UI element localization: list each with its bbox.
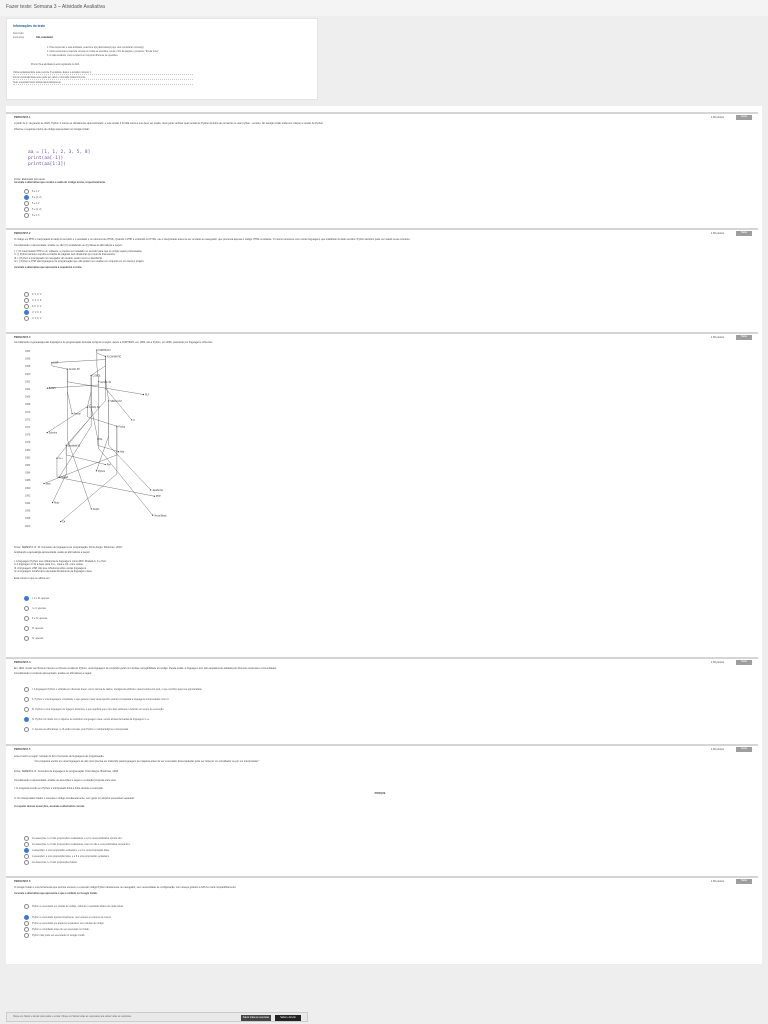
diagram-node: [96, 470, 97, 471]
figure-source: Fonte: SEBESTA, R. W. Conceitos de linguagens de programação. Porto Alegre: Bookman, 2018. Analisando a genealogia apresentada, avalie as afirmativas a seguir.: [14, 546, 123, 555]
answer-option[interactable]: V. Apenas as afirmativas I e III estão corretas, pois Python é multiparadigma e interpretada.: [24, 727, 129, 732]
saved-badge: Salva: [736, 231, 752, 236]
diagram-language-label: ALGOL 58: [68, 369, 80, 372]
submit-bar: [6, 1012, 308, 1022]
question-score: 1,66 pontos: [710, 661, 724, 664]
answer-option[interactable]: I, II e III, apenas.: [24, 596, 50, 601]
answer-option[interactable]: As asserções I e II são proposições verdadeiras, e a II é uma justificativa correta da I.: [24, 836, 123, 841]
radio-icon[interactable]: [24, 933, 29, 938]
answer-option[interactable]: Python é executado em arquivos separados, sem células de código.: [24, 921, 104, 926]
diagram-language-label: PHP: [155, 496, 161, 499]
attempts-field: Várias tentativas Este teste permite 3 tentativas. Esta é a tentativa número 1.: [13, 72, 193, 75]
answer-option[interactable]: IV. Python foi criado com o objetivo de substituir a linguagem Java, sendo ambas derivadas da linguagem C++.: [24, 717, 150, 722]
answer-option[interactable]: I e II, apenas.: [24, 606, 47, 611]
diagram-language-label: ML: [99, 439, 103, 441]
diagram-node: [72, 413, 73, 414]
question-text: Em 1991, Guido van Rossum lançou a primeira versão de Python, uma linguagem de propósito geral com ênfase na legibilidade do código. Desde então, a linguagem tem sido amplamente adotada por diversas empresas e comunidades. Considerando o contexto apresentado, analise as afirmativas a seguir.: [14, 667, 277, 676]
question-prompt: Fonte: Elaborado pelo autor. Assinale a alternativa que contém a saída do código acima, respectivamente.: [14, 178, 106, 185]
answer-option[interactable]: A asserção I é uma proposição falsa, e a II é uma proposição verdadeira.: [24, 854, 109, 859]
code-snippet: aa = [1, 1, 2, 3, 5, 8] print(aa[-1]) print(aa[1:3]): [28, 150, 91, 167]
diagram-year-label: 1976: [25, 433, 31, 437]
diagram-language-label: LISP: [53, 362, 59, 365]
diagram-link: [47, 375, 91, 432]
answer-option[interactable]: Python é executado em células de código, exibindo o resultado abaixo de cada célula.: [24, 904, 123, 909]
top-bar: [0, 0, 768, 16]
diagram-language-label: Haskell: [60, 477, 69, 480]
diagram-language-label: Java: [45, 483, 51, 486]
diagram-year-label: 1972: [25, 418, 31, 422]
language-genealogy-diagram: [24, 346, 179, 536]
diagram-node: [91, 508, 92, 509]
answer-option[interactable]: A asserção I é uma proposição verdadeira, e a II é uma proposição falsa.: [24, 848, 109, 853]
diagram-node: [87, 407, 88, 408]
saved-badge: Salva: [736, 747, 752, 752]
instr-bold: Olá, estudante!: [36, 36, 54, 39]
answer-option[interactable]: IV, apenas.: [24, 636, 44, 641]
radio-icon[interactable]: [24, 636, 29, 641]
diagram-node: [59, 477, 60, 478]
radio-icon[interactable]: [24, 904, 29, 909]
diagram-link: [105, 356, 108, 401]
diagram-link: [57, 458, 154, 496]
saved-badge: Salva: [736, 879, 752, 884]
diagram-year-label: 1986: [25, 471, 31, 475]
diagram-year-label: 1984: [25, 464, 31, 467]
diagram-year-label: 1970: [25, 410, 31, 414]
answer-option[interactable]: II e IV, apenas.: [24, 616, 48, 621]
radio-icon[interactable]: [24, 854, 29, 859]
diagram-node: [152, 515, 153, 516]
question-number: PERGUNTA 2: [14, 232, 31, 235]
radio-icon[interactable]: [24, 915, 29, 920]
diagram-language-label: Smalltalk 80: [67, 445, 81, 448]
answer-option[interactable]: II. Python é uma linguagem compilada, o que garante maior desempenho quando comparada a linguagens interpretadas como C.: [24, 697, 170, 702]
radio-icon[interactable]: [24, 316, 29, 321]
diagram-language-label: JavaScript: [152, 489, 163, 492]
info-title[interactable]: Informações do teste: [13, 24, 46, 28]
diagram-node: [67, 368, 68, 369]
diagram-link: [52, 445, 66, 502]
radio-icon[interactable]: [24, 606, 29, 611]
question-card: [6, 876, 758, 944]
answer-option[interactable]: 8 e [1, 2]: [24, 195, 41, 200]
answer-option[interactable]: 5 e [1, 2]: [24, 207, 41, 212]
radio-icon[interactable]: [24, 201, 29, 206]
diagram-node: [96, 349, 97, 350]
radio-icon[interactable]: [24, 717, 29, 722]
question-card: [6, 228, 758, 328]
answer-option[interactable]: I. A linguagem Python é utilizada em diversas áreas, como ciência de dados, inteligência artificial e desenvolvimento web, o que contribui para sua popularidade.: [24, 687, 202, 692]
diagram-node: [131, 419, 132, 420]
diagram-year-label: 1982: [25, 456, 31, 460]
radio-icon[interactable]: [24, 921, 29, 926]
diagram-year-label: 1964: [25, 388, 31, 391]
radio-icon[interactable]: [24, 298, 29, 303]
instr-row: Instruções Olá, estudante!: [13, 36, 54, 39]
saved-badge: Salva: [736, 115, 752, 120]
statements: I. A linguagem Python teve influência de linguagens como ABC, Modula-3, C e Perl. II. A linguagem C foi a base para C++, Java e C#, entre outras. III. A linguagem LISP não teve influência sobre outras linguagens. IV. A linguagem JavaScript é derivada diretamente da linguagem Java. Está correto o que se afirma em:: [14, 560, 107, 580]
radio-icon[interactable]: [24, 304, 29, 309]
radio-icon[interactable]: [24, 727, 29, 732]
diagram-link: [99, 382, 153, 516]
diagram-node: [143, 394, 144, 395]
question-text: O código em PHP é interpretado do lado do servidor e o resultado é um documento HTML. Quando o PHP é embutido no HTML, ele é interpretado antes de ser enviado ao navegador, que processa apenas o código HTML resultante. O mesmo acontece com outras linguagens que trabalham do lado servidor. Python também pode ser usado nesse contexto. Considerando o apresentado, analise se são (V) verdadeiras ou (F) falsas as afirmativas a seguir. I. ( ) O interpretador PHP é um software, e precisa ser instalado no servidor para que os scripts sejam processados. II. ( ) Python também suporta a criação de páginas web dinâmicas por meio de frameworks. III. ( ) Python é interpretado no navegador do usuário, assim como o JavaScript. IV. ( ) Python e PHP são linguagens de programação que não podem ser usadas em conjunto em um mesmo projeto. Assinale a alternativa que apresenta a sequência correta.: [14, 238, 411, 270]
diagram-link: [91, 356, 105, 378]
diagram-year-label: 1998: [25, 517, 31, 521]
radio-icon[interactable]: [24, 707, 29, 712]
save-all-button[interactable]: Salvar todas as respostas: [242, 1017, 270, 1019]
question-number: PERGUNTA 4: [14, 661, 31, 664]
answer-option[interactable]: III. Python é uma linguagem de tipagem dinâmica, o que significa que o tipo das variáveis é definido em tempo de execução.: [24, 707, 164, 712]
diagram-language-label: Visual Basic: [154, 515, 167, 518]
page-title: Fazer teste: Semana 3 – Atividade Avaliativa: [6, 4, 105, 10]
question-text: O Google Colab é uma ferramenta que permite escrever e executar código Python diretamente no navegador, sem necessidade de configuração, com acesso gratuito a GPUs e fácil compartilhamento. Assinale a alternativa que apresenta o que é exibido no Google Colab.: [14, 886, 237, 896]
diagram-link: [61, 426, 117, 521]
diagram-node: [66, 445, 67, 446]
diagram-language-label: PL/I: [144, 394, 150, 397]
diagram-link: [52, 356, 105, 362]
radio-icon[interactable]: [24, 687, 29, 692]
question-card: [6, 332, 758, 652]
diagram-node: [52, 502, 53, 503]
diagram-language-label: C#: [62, 521, 66, 524]
diagram-language-label: ALGOL 60: [100, 381, 112, 384]
diagram-year-label: 1980: [25, 448, 31, 452]
answer-option[interactable]: As asserções I e II são proposições verdadeiras, mas a II não é uma justificativa correta da I.: [24, 842, 130, 847]
instr-line: 1. Para responder a esta atividade, selecione a(s) alternativa(s) que você considerar correta(s);: [47, 47, 145, 49]
diagram-language-label: C: [133, 419, 135, 422]
diagram-node: [47, 388, 48, 389]
diagram-year-label: 1992: [25, 494, 31, 498]
diagram-year-label: 1996: [25, 509, 31, 513]
radio-icon[interactable]: [24, 189, 29, 194]
diagram-language-label: ALGOL 68: [88, 407, 100, 410]
diagram-language-label: Prolog: [118, 426, 126, 429]
diagram-link: [106, 401, 151, 490]
diagram-language-label: Perl: [106, 464, 111, 467]
diagram-year-label: 1974: [25, 426, 31, 429]
diagram-node: [116, 426, 117, 427]
radio-icon[interactable]: [24, 626, 29, 631]
diagram-language-label: C++: [58, 458, 63, 461]
question-number: PERGUNTA 6: [14, 880, 31, 883]
answer-option[interactable]: V, F, V, F.: [24, 298, 42, 303]
answer-option[interactable]: Python não pode ser executado no Google Colab.: [24, 933, 85, 938]
diagram-node: [150, 489, 151, 490]
question-card: [6, 112, 758, 224]
diagram-node: [105, 356, 106, 357]
radio-icon[interactable]: [24, 697, 29, 702]
diagram-node: [154, 496, 155, 497]
diagram-language-label: COBOL: [92, 375, 101, 378]
diagram-link: [105, 356, 131, 420]
diagram-link: [67, 369, 72, 413]
answer-option[interactable]: 5 e 1 2: [24, 201, 39, 206]
question-text: Considerando a genealogia das linguagens de programação ilustrada na figura a seguir, desde a FORTRAN, em 1954, até a Python, em 2000, passando por linguagens influentes.: [14, 341, 214, 344]
diagram-node: [43, 483, 44, 484]
diagram-link: [67, 369, 91, 509]
question-card: [6, 744, 758, 872]
diagram-year-label: 1968: [25, 403, 31, 407]
answer-option[interactable]: V, V, F, F.: [24, 310, 42, 315]
instr-line: 3. A cada tentativa, você receberá um conjunto diferente de questões.: [47, 55, 119, 57]
answer-option[interactable]: 8 e 1 3: [24, 213, 39, 218]
diagram-node: [97, 438, 98, 439]
diagram-language-label: Ruby: [53, 502, 60, 505]
question-number: PERGUNTA 5: [14, 748, 31, 751]
test-info-panel: [6, 18, 318, 100]
diagram-year-label: 1956: [25, 357, 31, 361]
answer-option[interactable]: 8 e 1 2: [24, 189, 39, 194]
instr-line: 2. Após selecionar a resposta correta em todas as questões, vá até o fim da página e pressione "Enviar teste".: [47, 51, 160, 53]
diagram-node: [56, 457, 57, 458]
question-score: 1,66 pontos: [710, 116, 724, 119]
answer-option[interactable]: As asserções I e II são proposições falsas.: [24, 860, 77, 865]
answer-option[interactable]: Python é executado apenas localmente, sem acesso a recursos na nuvem.: [24, 915, 112, 920]
diagram-node: [108, 400, 109, 401]
submit-hint: Clique em Salvar e Enviar para salvar e enviar. Clique em Salvar todas as respostas para salvar todas as respostas.: [13, 1016, 132, 1018]
radio-icon[interactable]: [24, 616, 29, 621]
question-score: 1,66 pontos: [710, 748, 724, 751]
completion-field: Forçar conclusão Este teste pode ser salvo e retomado posteriormente.: [13, 77, 193, 80]
radio-icon[interactable]: [24, 842, 29, 847]
question-score: 1,66 pontos: [710, 336, 724, 339]
answer-option[interactable]: F, V, F, V.: [24, 292, 42, 297]
question-number: PERGUNTA 3: [14, 336, 31, 339]
answer-option[interactable]: Python é compilado antes de ser executado no Colab.: [24, 927, 89, 932]
warn-text: Pronto! Sua atividade já está registrada no AVA.: [31, 64, 80, 66]
answer-option[interactable]: F, F, V, V.: [24, 304, 42, 309]
diagram-node: [60, 521, 61, 522]
diagram-node: [51, 362, 52, 363]
diagram-language-label: SIMULA 67: [110, 400, 122, 403]
diagram-year-label: 1990: [25, 486, 31, 490]
question-score: 1,66 pontos: [710, 880, 724, 883]
diagram-language-label: FLOW-MATIC: [106, 356, 122, 359]
question-score: 1,66 pontos: [710, 232, 724, 235]
question-card: [6, 657, 758, 739]
radio-icon[interactable]: [24, 310, 29, 315]
desc-label: Descrição: [13, 32, 24, 35]
diagram-year-label: 1988: [25, 479, 31, 483]
radio-icon[interactable]: [24, 207, 29, 212]
answer-option[interactable]: III, apenas.: [24, 626, 44, 631]
diagram-node: [47, 432, 48, 433]
diagram-language-label: FORTRAN I: [98, 350, 111, 352]
diagram-node: [118, 451, 119, 452]
radio-icon[interactable]: [24, 195, 29, 200]
question-number: PERGUNTA 1: [14, 116, 31, 119]
diagram-language-label: BASIC: [48, 388, 56, 391]
diagram-node: [105, 464, 106, 465]
question-text: A partir de 1º de janeiro de 2020, Python 2 tornou-se oficialmente descontinuado, e sua versão 3 foi tida como a que deve ser usada. Você pode verificar qual versão de Python da linha de comando ou usar python --version. No Google Colab podemos colocar a versão do Python. Observe o seguinte trecho de código apresentado no Google Colab:: [14, 122, 324, 132]
saved-field: Suas respostas foram salvas automaticamente.: [13, 82, 193, 85]
diagram-year-label: 2000: [25, 524, 31, 528]
radio-icon[interactable]: [24, 848, 29, 853]
answer-option[interactable]: V, F, F, V.: [24, 316, 42, 321]
radio-icon[interactable]: [24, 292, 29, 297]
radio-icon[interactable]: [24, 927, 29, 932]
radio-icon[interactable]: [24, 836, 29, 841]
diagram-year-label: 1960: [25, 372, 31, 376]
diagram-year-label: 1954: [25, 350, 31, 353]
diagram-year-label: 1962: [25, 380, 31, 384]
diagram-language-label: Python: [97, 470, 106, 473]
diagram-year-label: 1978: [25, 441, 31, 445]
diagram-year-label: 1994: [25, 502, 31, 505]
diagram-language-label: Scheme: [48, 432, 58, 435]
diagram-language-label: Pascal: [73, 413, 81, 416]
diagram-language-label: Ada: [120, 451, 125, 454]
submit-button[interactable]: Salvar e Enviar: [275, 1015, 301, 1021]
diagram-link: [87, 375, 91, 407]
radio-icon[interactable]: [24, 596, 29, 601]
saved-badge: Salva: [736, 335, 752, 340]
radio-icon[interactable]: [24, 860, 29, 865]
radio-icon[interactable]: [24, 213, 29, 218]
diagram-year-label: 1958: [25, 365, 31, 369]
diagram-node: [98, 381, 99, 382]
diagram-link: [44, 426, 117, 483]
diagram-year-label: 1966: [25, 395, 31, 399]
saved-badge: Salva: [736, 660, 752, 665]
diagram-language-label: Delphi: [92, 508, 100, 511]
diagram-node: [91, 375, 92, 376]
question-text: Leia o trecho a seguir, retirado do livro Conceitos de linguagens de programação. "Um programa escrito em uma linguagem de alto nível precisa ser traduzido para linguagem de máquina antes de ser executado. Essa tradução pode ser feita por um compilador ou por um interpretador." Fonte: SEBESTA, R. Conceitos de linguagens de programação. Porto Alegre: Bookman, 2018. Considerando o apresentado, analise as asserções a seguir e a relação proposta entre elas. I. O programa escrito em Python é interpretado linha a linha durante a execução. PORQUE II. Um interpretador traduz e executa o código simultaneamente, sem gerar um arquivo executável separado. A respeito dessas asserções, assinale a alternativa correta.: [14, 755, 386, 808]
